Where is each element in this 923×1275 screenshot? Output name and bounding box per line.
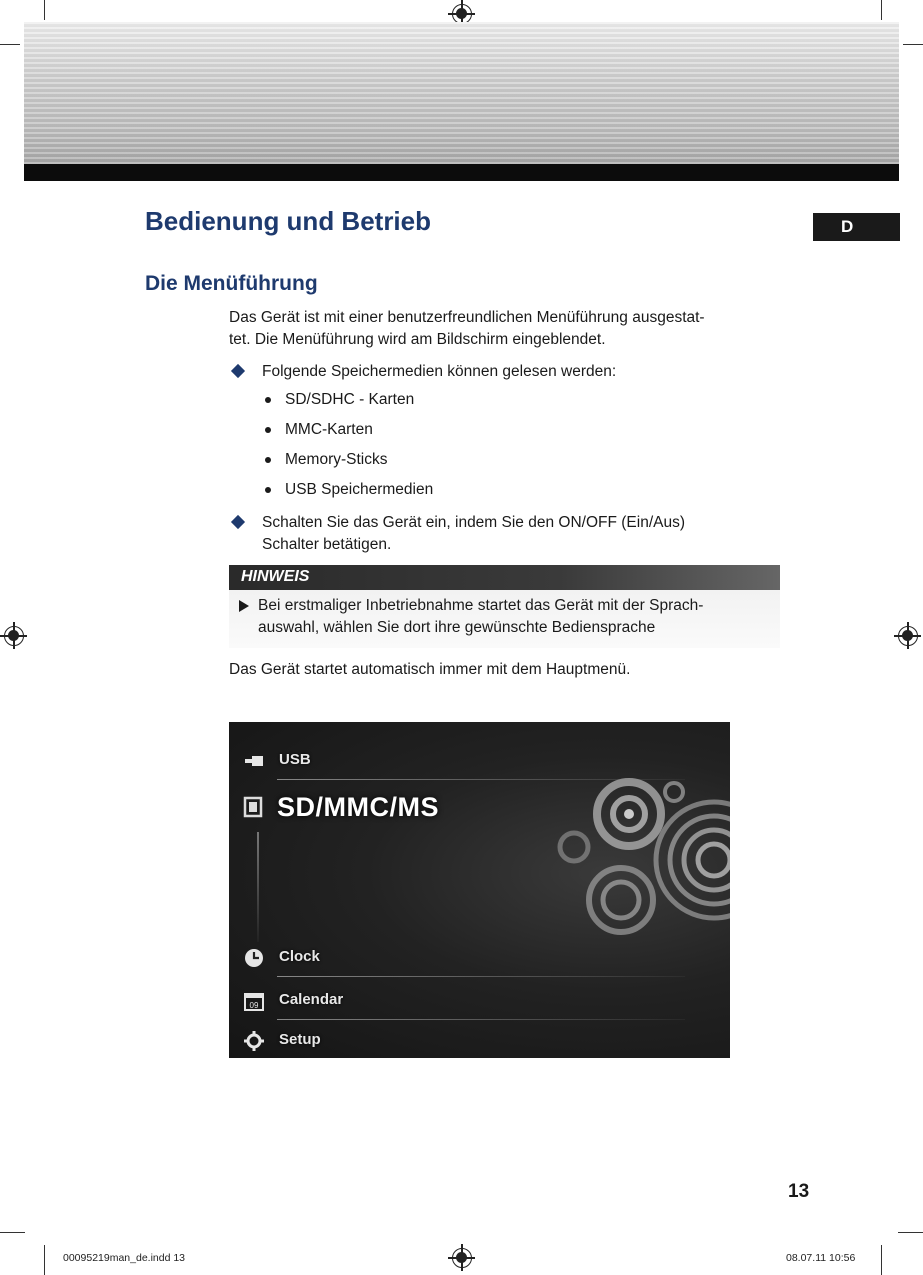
step-text — [262, 512, 802, 556]
device-menu-screenshot — [229, 722, 730, 1058]
gear-icon — [243, 1030, 265, 1052]
crop-mark — [44, 1245, 45, 1275]
note-line: Bei erstmaliger Inbetriebnahme startet das Gerät mit der Sprach- — [258, 597, 704, 614]
list-item-text: Memory-Sticks — [285, 451, 388, 468]
diamond-bullet-icon — [231, 364, 245, 378]
outro-paragraph: Das Gerät startet automatisch immer mit dem Hauptmenü. — [229, 661, 631, 678]
note-line: auswahl, wählen Sie dort ihre gewünschte Bediensprache — [258, 619, 656, 636]
menu-item-label: USB — [279, 751, 311, 768]
menu-item-label: Calendar — [279, 991, 344, 1008]
selection-frame — [257, 832, 259, 942]
list-item-text: MMC-Karten — [285, 421, 373, 438]
bullet-dot-icon — [265, 427, 271, 433]
arrow-right-icon — [239, 600, 249, 612]
menu-item-label: Clock — [279, 948, 320, 965]
crop-mark — [44, 0, 45, 20]
registration-mark-icon — [4, 626, 24, 646]
crop-mark — [0, 1232, 25, 1233]
intro-line: Das Gerät ist mit einer benutzerfreundlichen Menüführung ausgestat- — [229, 309, 705, 326]
step-line: Schalten Sie das Gerät ein, indem Sie den ON/OFF (Ein/Aus) — [262, 514, 685, 531]
note-body — [229, 590, 780, 648]
page-subtitle: Die Menüführung — [145, 272, 318, 295]
menu-item-label: Setup — [279, 1031, 321, 1048]
crop-mark — [881, 0, 882, 20]
note-header — [229, 565, 780, 590]
usb-icon — [243, 750, 265, 772]
menu-divider — [277, 779, 685, 780]
calendar-icon — [243, 990, 265, 1012]
menu-item-setup[interactable] — [237, 1022, 715, 1058]
bullet-dot-icon — [265, 457, 271, 463]
registration-mark-icon — [452, 4, 472, 24]
section-title: Bedienung und Betrieb — [145, 206, 431, 236]
menu-divider — [277, 1019, 685, 1020]
diamond-bullet-icon — [231, 515, 245, 529]
header-bar — [24, 164, 899, 181]
bullet-dot-icon — [265, 397, 271, 403]
note-label: HINWEIS — [241, 568, 310, 585]
step-text: Folgende Speichermedien können gelesen werden: — [262, 363, 617, 380]
calendar-icon-text: 09 — [249, 1001, 259, 1010]
memory-card-icon — [243, 796, 265, 818]
menu-item-calendar[interactable] — [237, 982, 715, 1020]
list-item-text: USB Speichermedien — [285, 481, 434, 498]
footer-date-info: 08.07.11 10:56 — [786, 1252, 856, 1264]
clock-icon — [243, 947, 265, 969]
page-number: 13 — [788, 1181, 810, 1202]
intro-paragraph — [229, 307, 705, 351]
registration-mark-icon — [452, 1248, 472, 1268]
crop-mark — [903, 44, 923, 45]
menu-divider — [277, 976, 685, 977]
footer-file-info: 00095219man_de.indd 13 — [63, 1252, 186, 1264]
language-tab-label: D — [841, 217, 854, 236]
step-line: Schalter betätigen. — [262, 536, 392, 553]
note-text — [258, 595, 773, 639]
registration-mark-icon — [898, 626, 918, 646]
menu-item-clock[interactable] — [237, 939, 715, 977]
list-item-text: SD/SDHC - Karten — [285, 391, 415, 408]
language-tab — [813, 213, 900, 241]
crop-mark — [0, 44, 20, 45]
intro-line: tet. Die Menüführung wird am Bildschirm eingeblendet. — [229, 331, 606, 348]
header-band — [24, 22, 899, 164]
menu-item-sd-mmc-ms[interactable]: SD/MMC/MS — [277, 792, 439, 822]
menu-item-usb[interactable] — [237, 742, 715, 780]
crop-mark — [898, 1232, 923, 1233]
crop-mark — [881, 1245, 882, 1275]
bullet-dot-icon — [265, 487, 271, 493]
